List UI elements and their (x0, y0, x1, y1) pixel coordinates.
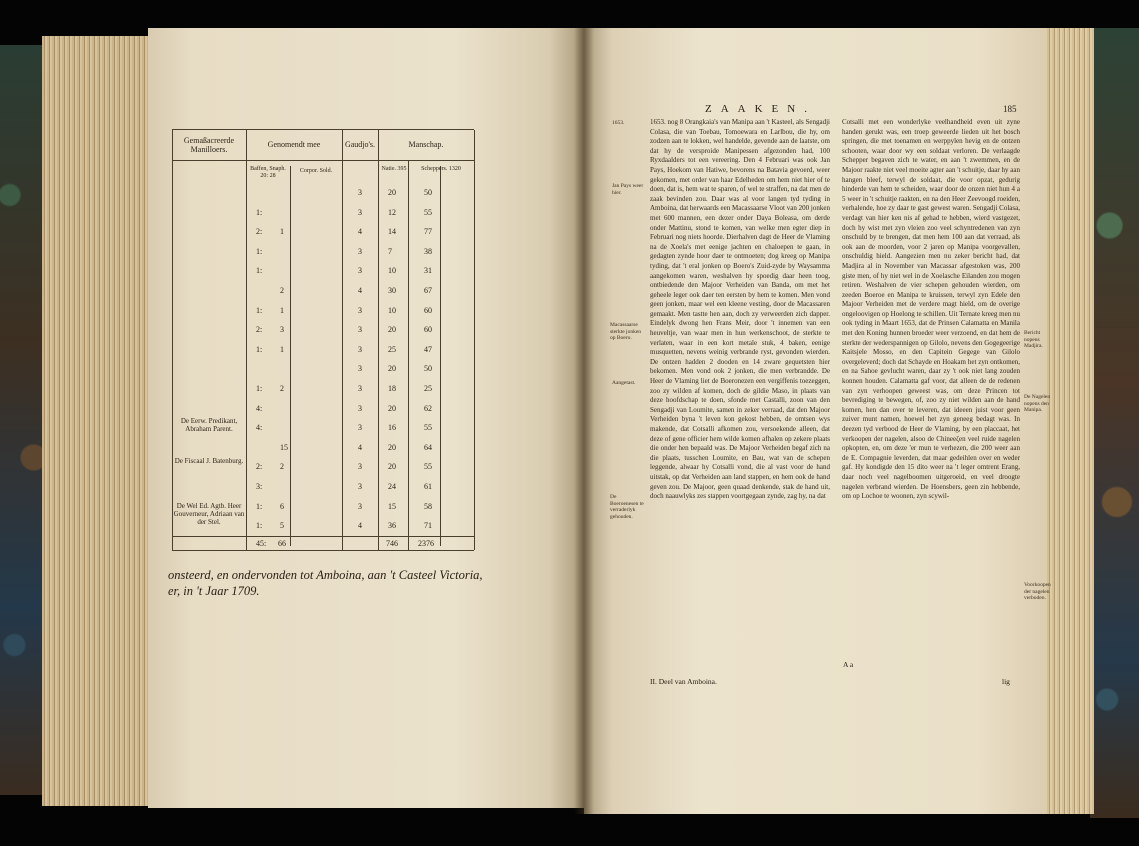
table-cell-n: 18 (388, 384, 396, 393)
table-cell-a: 1: (256, 501, 263, 511)
table-cell-g: 4 (358, 286, 362, 295)
table-cell-g: 4 (358, 442, 362, 452)
total-baffen: 45: (256, 539, 267, 548)
table-cell-a: 3: (256, 482, 263, 491)
table-cell-s: 67 (424, 286, 432, 295)
table-cell-b: 15 (280, 442, 288, 452)
signature-mark: A a (843, 660, 854, 669)
table-cell-n: 20 (388, 364, 396, 374)
table-cell-s: 47 (424, 344, 432, 354)
table-cell-a: 2: (256, 462, 263, 472)
header-gaudjos: Gaudjo's. (344, 140, 376, 149)
table-cell-a: 4: (256, 403, 263, 413)
table-cell-g: 3 (358, 266, 362, 276)
table-cell-n: 15 (388, 501, 396, 511)
table-cell-a: 1: (256, 266, 263, 276)
name-gouverneur: De Wel Ed. Agtb. Heer Gouverneur, Adriaan van der Stel. (173, 502, 245, 526)
table-cell-s: 64 (424, 442, 432, 452)
running-head: ZAAKEN. (705, 103, 816, 115)
header-massacred: Gemaßacreerde Manilloers. (183, 136, 235, 154)
table-cell-s: 62 (424, 403, 432, 413)
table-cell-s: 55 (424, 462, 432, 472)
table-cell-g: 3 (358, 423, 362, 433)
table-cell-s: 61 (424, 482, 432, 491)
header-taken: Genomendt mee (267, 140, 321, 149)
page-number: 185 (1003, 104, 1017, 114)
table-cell-a: 1: (256, 246, 263, 256)
total-scheppers: 2376 (418, 539, 434, 548)
book-gutter (574, 28, 594, 814)
table-cell-b: 5 (280, 521, 284, 531)
table-cell-b: 2 (280, 462, 284, 472)
table-cell-n: 20 (388, 188, 396, 197)
garrison-table (172, 129, 474, 550)
table-cell-a: 2: (256, 227, 263, 237)
margin-note-madjira: Bericht nopens Madjira. (1024, 330, 1043, 349)
header-manschap: Manschap. (408, 140, 444, 149)
table-cell-s: 38 (424, 246, 432, 256)
table-cell-n: 16 (388, 423, 396, 433)
total-corpor: 66 (278, 539, 286, 548)
total-natie: 746 (386, 539, 398, 548)
table-cell-a: 1: (256, 384, 263, 393)
table-cell-b: 2 (280, 286, 284, 295)
table-cell-n: 20 (388, 403, 396, 413)
subheader-scheppers: Scheppers. 1320 (421, 166, 461, 172)
table-cell-n: 7 (388, 246, 392, 256)
catchword: lig (1002, 677, 1010, 686)
margin-note-nagelen: De Nagelen nopens den Manipa. (1024, 394, 1051, 413)
margin-note-macassar: Macassaarse sterkte jonken op Boero. (610, 322, 642, 341)
name-fiscaal: De Fiscaal J. Batenburg. (174, 457, 244, 465)
table-cell-s: 50 (424, 188, 432, 197)
text-column-2: Cotsalli met een wonderlyke veelhandheid even uit zyne handen gerukt was, een troep geweerde lieden uit het bosch springen, die met toenamen en werppylen hevig en de ontzen schooten, waar door wy een soldaat verloren. De verlaagde Schepper begaven zich te water, en aan 't zwemmen, en de Majoor raakte niet veel moeite agter aan 't schuitje, daar hy aan hangen bleef, terwyl de soldaat, die voor opzat, gedurig hinderde van hem te scheiden, waar door de onzen niet hun 4 a 5 weer in 't schuitje raakten, en na den Heer Zeevoogd roeiden, verhalende, hoe zy daar te gast gewest waren. Sengadji Colasa, verdagt van hier ken nis af gehad te hebben, wierd vastgezet, doch hy wist met zyn vleien zoo veel schyntredenen van zyn onschuld by te brengen, dat men hem 100 aan dat verraad, als ook aan de moorden, voor 2 jaren op Manipa voorgevallen, onschuldig hield. Aangezien men nu zeker bericht had, dat Madjira al in November van Macassar afgestoken was, 200 giste men, of hy niet wel in de Xoelasche Eilanden zou mogen retiren. Weshalven de vier schepen gehouden wierden, om zeeden Boeroe en Manipa te kruissen, terwyl zyn Edele den Majoor Verheiden met de verdere magt hield, om de overige ongeloovigen op Hoelong te schillen. Uit Ternate kreeg men nu ook tyding in Maart 1653, dat de Prinsen Calamatta en Manila met den Koning hunnen broeder weer verzoend, en dat hem de sterkte der wederspannigen op Gilolo, nevens den Gogegeerige Kaitsjele Mosso, en den Capitein Gegege van Gilolo overgeleverd; doch dat Schayde en Hoakam het zyn ontkomen, en na Sahoe gevlucht waren, daar zy 't ook niet lang zouden konnen houden. Calamatta gaf voor, dat alleen de de redenen van zyn verhoopen geweest was, om deze Princen tot bevrediging te bewegen, of, zoo zy niet wilden aan de hand komen, hen dan over te leveren, dat ideeen juist voor geen zuiver munt namen, hoewel het zyn geneeg bedagt was. In deezen tyd verbood de Heer de Vlaming, by een placcaat, het verkoopen der nagelen, alsoo de Chineeζen veel ruide nagelen opkopten, en, om deze 'er mun te verhezen, die 200 weer aan de E. Compagnie leverden, dat maar gedeihlen over en weder gaf. Hy kondigde den 15 dito weer na 't leger omtrent Erang, daar noch veel nagelboomen uitgeroeid, en veel droogte nagelen verbrand wierden. De Hoensbers, geen zin hebbende, om op Lochoe te woonen, zyn scywil- (842, 118, 1020, 501)
caption-line-1: onsteerd, en ondervonden tot Amboina, aan 't Casteel Victoria, (168, 568, 483, 582)
table-cell-g: 3 (358, 207, 362, 217)
right-page-edges (1042, 28, 1094, 814)
right-cover-marble (1090, 28, 1139, 818)
table-cell-g: 3 (358, 364, 362, 374)
table-cell-a: 1: (256, 207, 263, 217)
table-cell-n: 12 (388, 207, 396, 217)
table-cell-g: 3 (358, 344, 362, 354)
table-cell-a: 4: (256, 423, 263, 433)
table-cell-a: 2: (256, 325, 263, 335)
margin-note-year: 1653. (612, 120, 625, 126)
table-cell-n: 30 (388, 286, 396, 295)
caption-line-2: er, in 't Jaar 1709. (168, 584, 260, 598)
name-predikant: De Eerw. Predikant, Abraham Parent. (180, 417, 238, 433)
table-cell-n: 20 (388, 325, 396, 335)
table-cell-n: 14 (388, 227, 396, 237)
left-page-edges (42, 36, 152, 806)
table-cell-s: 60 (424, 305, 432, 315)
table-cell-s: 58 (424, 501, 432, 511)
margin-note-aangetast: Aangetast. (612, 380, 636, 386)
table-cell-s: 55 (424, 207, 432, 217)
table-cell-s: 77 (424, 227, 432, 237)
table-cell-n: 25 (388, 344, 396, 354)
table-cell-a: 1: (256, 344, 263, 354)
table-cell-b: 1 (280, 344, 284, 354)
table-cell-b: 3 (280, 325, 284, 335)
table-cell-a: 1: (256, 521, 263, 531)
margin-note-jan-pays: Jan Pays weer hier. (612, 183, 644, 196)
table-cell-g: 4 (358, 227, 362, 237)
table-cell-b: 1 (280, 305, 284, 315)
table-cell-g: 4 (358, 521, 362, 531)
subheader-corpor: Corpor. Sold. (299, 168, 333, 174)
table-cell-n: 36 (388, 521, 396, 531)
table-cell-g: 3 (358, 462, 362, 472)
table-cell-b: 6 (280, 501, 284, 511)
table-cell-a: 1: (256, 305, 263, 315)
table-cell-s: 31 (424, 266, 432, 276)
table-cell-s: 60 (424, 325, 432, 335)
table-cell-g: 3 (358, 403, 362, 413)
table-cell-n: 10 (388, 266, 396, 276)
table-cell-s: 71 (424, 521, 432, 531)
text-column-1: 1653. nog 8 Orangkaia's van Manipa aan 't Kasteel, als Sengadji Colasa, die van Toebau, Tomoewara en Larlbou, die hy, om zodzen aan te lokken, wel handelde, gevende aan de laatste, om dat hy de versproide Manipessen afgezonden had, 100 Ryxdaalders tot een vereering. Den 4 Februari was ook Jan Pays, Hoekom van Hatiwe, bevorens na Batavia gevoerd, weer gekomen, met order van haar Edelheden om hem niet hier of te doen, dat is, hem wat te sparen, of wel te straffen, na dat men de zaak bevinden zou. Daar was al voor langen tyd tyding in Amboina, dat herwaards een Macassaarse Vloot van 200 jonken met 600 mannen, een dezer onder Daya Boleasa, om derde onder Mattinu, stond te komen, van welke men egter diep in Februari nog niets hoorde. Dierhalven dagt de Heer de Vlaming na de Xoela's met eenige jachten en chaloepen te gaan, in gedagten zynde hoor daer te ontmoeten; dog kreeg op Manipa tyding, dat 't eral jonken op Boero's Zuid-zyde by Waysamma aangekomen waren, weshalven hy spoedig daar heen toog, ontbiedende den Majoor Verheiden van Banda, om met het geheele leger ook daer ten eersten by hem te komen. Men vond geen jonken, maar wel een kleene vesting, door de Macassaren gemaakt. Men tastte hen aan, doch zy verweerden zich dapper. Eindelyk dwong hen Frans Meir, door 't innemen van een heuveltje, van waar men in hun werkenschoot, de sterkte te verlaten, waar in een kort metale stuk, 4 baken, eenige musquetten, nevens weinig verbrande ryst, gevonden wierden. De ontzen hadden 2 dooden en 14 zware gequetsten hier bekomen. Men vond ook 2 jonken, die men verbrandde. De Heer de Vlaming liet de Boeronezen een vergiffenis toezeggen, zoo zy wilden af komen, doch de gildie Maso, in plaats van deze hoofdschap te doen, sfonde met Castalli, zoon van den Sengadji van Loumite, samen in zeker verraad, dat den Majoor Verheiden byna 't leven kon gekost hebben, de omtsen wys makende, dat Cotsalli afkomen zou, versoekende alleen, dat deze of gene officier hem wilde komen afhalen op zekere plaats die onder hen bepaald was. De Majoor Verheiden begaf zich na die plaats, tusschen Loumite, en Bau, wat van de schepen leggende, alwaar hy Cotsalli vond, die al vast voor de hand uitstak, op dat Verheiden aan land stappen, en hem ook de hand geven zou. De Majoor, geen quaad denkende, stak de hand uit, doch naauwlyks zes stappen voortgegaan zynde, zag hy, na dat (650, 118, 830, 501)
table-cell-n: 24 (388, 482, 396, 491)
table-cell-g: 3 (358, 482, 362, 491)
table-cell-g: 3 (358, 246, 362, 256)
left-cover-marble (0, 45, 48, 795)
table-cell-n: 20 (388, 462, 396, 472)
table-cell-n: 20 (388, 442, 396, 452)
margin-note-boeronesen: De Boeroenesen te verraderlyk gehouden. (610, 494, 644, 520)
subheader-baffen: Baffen, Snaph. 20: 28 (250, 166, 286, 179)
footer-volume: II. Deel van Amboina. (650, 677, 717, 686)
table-cell-b: 1 (280, 227, 284, 237)
table-cell-s: 25 (424, 384, 432, 393)
table-cell-g: 3 (358, 325, 362, 335)
margin-note-voorkoopen: Voorkoopen der nagelen verboden. (1024, 582, 1051, 601)
subheader-natie: Natie. 395 (381, 166, 407, 172)
table-cell-s: 55 (424, 423, 432, 433)
table-cell-g: 3 (358, 305, 362, 315)
table-cell-b: 2 (280, 384, 284, 393)
table-cell-n: 10 (388, 305, 396, 315)
table-cell-s: 50 (424, 364, 432, 374)
table-cell-g: 3 (358, 384, 362, 393)
table-cell-g: 3 (358, 501, 362, 511)
table-cell-g: 3 (358, 188, 362, 197)
table-caption (168, 567, 483, 599)
